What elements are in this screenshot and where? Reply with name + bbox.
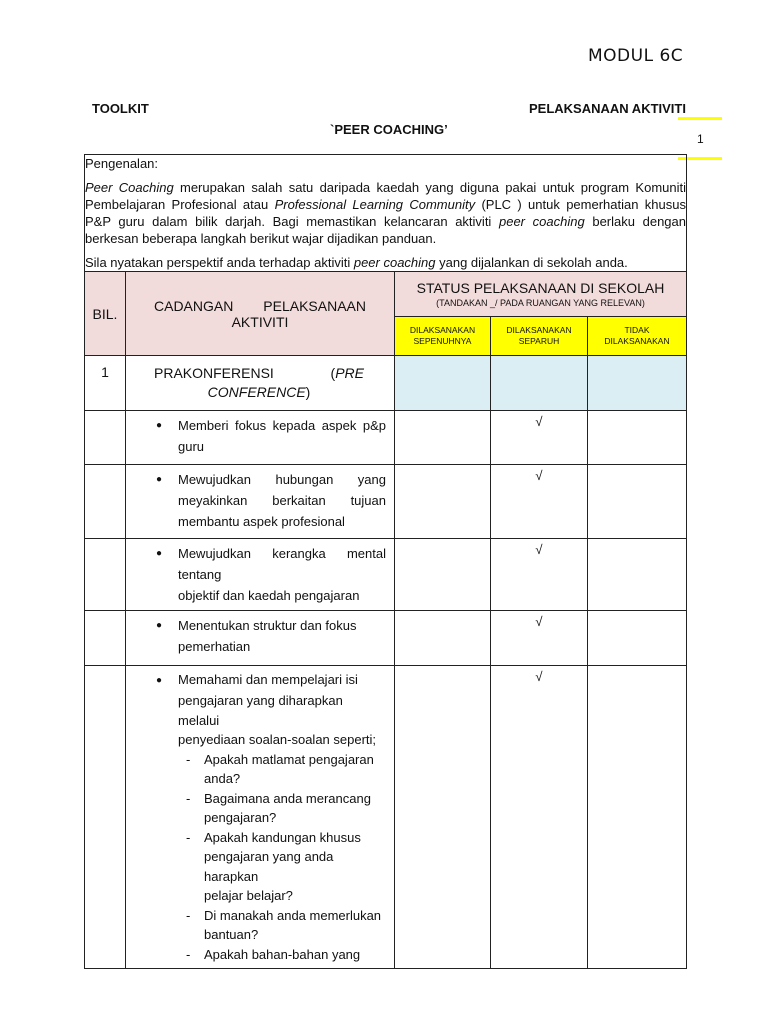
bil-cell (85, 411, 126, 465)
bullet-icon: ● (156, 548, 163, 559)
cell-sepenuhnya[interactable] (395, 465, 491, 539)
section-cell-tidak[interactable] (588, 356, 687, 411)
section-prakonferensi: PRAKONFERENSI (PRE CONFERENCE) (126, 356, 395, 411)
bil-cell (85, 465, 126, 539)
document-title: `PEER COACHING’ (330, 122, 448, 137)
pelaksanaan-label: PELAKSANAAN AKTIVITI (529, 101, 686, 116)
module-label: MODUL 6C (588, 46, 684, 66)
activity-item-2: ● Mewujudkan hubungan yang meyakinkan berkaitan tujuan membantu aspek profesional (126, 465, 395, 539)
bil-cell (85, 539, 126, 611)
cell-tidak[interactable] (588, 611, 687, 666)
cell-tidak[interactable] (588, 666, 687, 969)
check-mark-separuh[interactable]: √ (491, 666, 588, 969)
cell-tidak[interactable] (588, 411, 687, 465)
introduction-cell (85, 155, 687, 272)
cell-tidak[interactable] (588, 465, 687, 539)
toolkit-label: TOOLKIT (92, 101, 149, 116)
section-cell-sepenuhnya[interactable] (395, 356, 491, 411)
section-cell-separuh[interactable] (491, 356, 588, 411)
section-number: 1 (85, 356, 126, 411)
bullet-icon: ● (156, 620, 163, 631)
subheader-sepenuhnya: DILAKSANAKAN SEPENUHNYA (395, 317, 491, 356)
header-cadangan: CADANGAN PELAKSANAAN AKTIVITI (126, 272, 395, 356)
cell-sepenuhnya[interactable] (395, 666, 491, 969)
header-status: STATUS PELAKSANAAN DI SEKOLAH (TANDAKAN _/ PADA RUANGAN YANG RELEVAN) (395, 272, 687, 317)
bullet-icon: ● (156, 675, 163, 686)
bil-cell (85, 611, 126, 666)
activity-item-3: ● Mewujudkan kerangka mental tentang objektif dan kaedah pengajaran (126, 539, 395, 611)
activity-item-5: ● Memahami dan mempelajari isi pengajaran yang diharapkan melalui penyediaan soalan-soalan seperti; - Apakah matlamat pengajaran anda? - Bagaimana anda merancang pengajaran? - Apakah kandungan khusus pengajaran yang anda harapkan pelajar belajar? - Di manakah anda memerlukan bantuan? - Apakah bahan-bahan yang (126, 666, 395, 969)
check-mark-separuh[interactable]: √ (491, 539, 588, 611)
header-bil: BIL. (85, 272, 126, 356)
page-number: 1 (697, 132, 704, 146)
cell-tidak[interactable] (588, 539, 687, 611)
intro-paragraph-2: Sila nyatakan perspektif anda terhadap aktiviti peer coaching yang dijalankan di sekolah anda. (85, 255, 628, 270)
bullet-icon: ● (156, 420, 163, 431)
check-mark-separuh[interactable]: √ (491, 411, 588, 465)
bullet-icon: ● (156, 474, 163, 485)
activity-item-1: ● Memberi fokus kepada aspek p&p guru (126, 411, 395, 465)
intro-heading: Pengenalan: (85, 156, 159, 171)
bil-cell (85, 666, 126, 969)
cell-sepenuhnya[interactable] (395, 411, 491, 465)
check-mark-separuh[interactable]: √ (491, 611, 588, 666)
intro-paragraph-1: Peer Coaching merupakan salah satu daripada kaedah yang diguna pakai untuk program Komuniti Pembelajaran Profesional atau Professional Learning Community (PLC ) untuk pemerhatian khusus P&P guru dalam bilik darjah. Bagi memastikan kelancaran aktiviti peer coaching berlaku dengan berkesan beberapa langkah berikut wajar dijadikan panduan. (85, 180, 686, 246)
cell-sepenuhnya[interactable] (395, 611, 491, 666)
check-mark-separuh[interactable]: √ (491, 465, 588, 539)
subheader-separuh: DILAKSANAKAN SEPARUH (491, 317, 588, 356)
yellow-marker-top (678, 117, 722, 120)
subheader-tidak: TIDAK DILAKSANAKAN (588, 317, 687, 356)
cell-sepenuhnya[interactable] (395, 539, 491, 611)
activity-item-4: ● Menentukan struktur dan fokus pemerhatian (126, 611, 395, 666)
activity-table (84, 154, 687, 969)
